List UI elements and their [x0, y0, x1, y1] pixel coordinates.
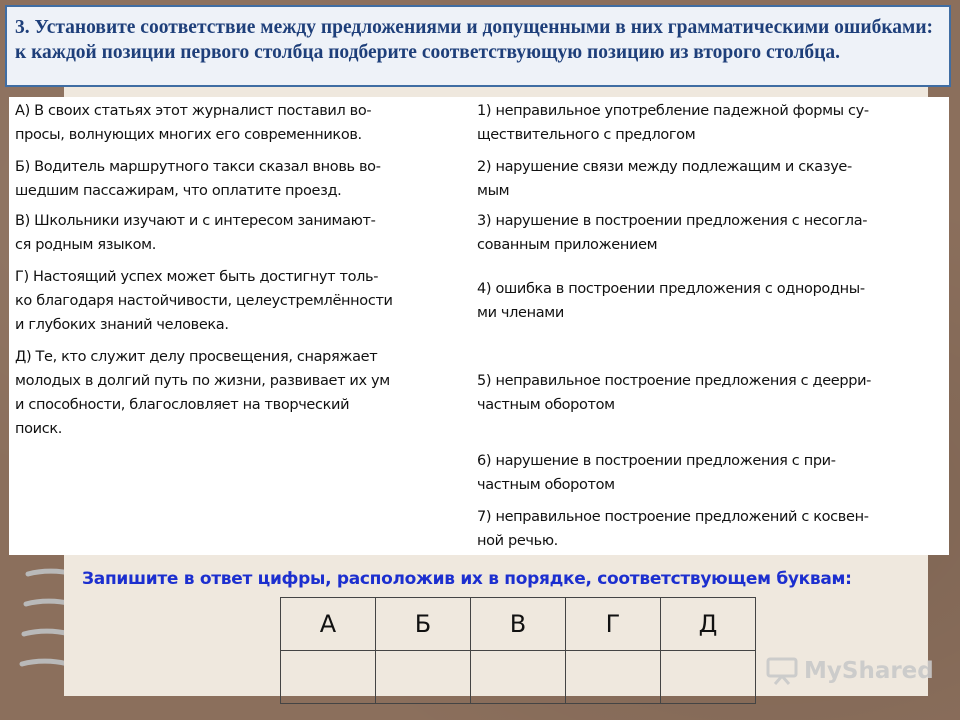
right-item-2-line: 2) нарушение связи между подлежащим и сказуе-	[477, 159, 852, 175]
answer-instruction: Запишите в ответ цифры, расположив их в порядке, соответствующем буквам:	[82, 569, 852, 589]
right-item-2	[477, 155, 852, 203]
right-item-1-line: 1) неправильное употребление падежной формы су-	[477, 103, 869, 119]
left-item-g	[15, 265, 393, 337]
answer-cell-d[interactable]	[661, 651, 756, 704]
answer-cell-a[interactable]	[281, 651, 376, 704]
left-item-d-line: Д) Те, кто служит делу просвещения, снаряжает	[15, 349, 378, 365]
left-item-v-line: В) Школьники изучают и с интересом занимают-	[15, 213, 376, 229]
answer-table	[280, 597, 756, 704]
right-item-7-line: ной речью.	[477, 533, 558, 549]
right-item-6-line: частным оборотом	[477, 477, 615, 493]
watermark	[766, 656, 934, 686]
right-item-4	[477, 277, 865, 325]
left-item-v-line: ся родным языком.	[15, 237, 156, 253]
answer-cell-v[interactable]	[471, 651, 566, 704]
left-item-d-line: поиск.	[15, 421, 63, 437]
left-item-g-line: Г) Настоящий успех может быть достигнут толь-	[15, 269, 379, 285]
answer-letters-row	[281, 598, 756, 651]
left-item-b	[15, 155, 381, 203]
right-item-7-line: 7) неправильное построение предложений с косвен-	[477, 509, 869, 525]
left-item-b-line: Б) Водитель маршрутного такси сказал вновь во-	[15, 159, 381, 175]
left-item-d-line: молодых в долгий путь по жизни, развивает их ум	[15, 373, 390, 389]
matching-table	[9, 97, 949, 555]
answer-cell-b[interactable]	[376, 651, 471, 704]
task-header	[5, 5, 951, 87]
right-item-6-line: 6) нарушение в построении предложения с при-	[477, 453, 836, 469]
right-item-6	[477, 449, 836, 497]
left-item-v	[15, 209, 376, 257]
presentation-icon	[766, 656, 798, 686]
left-item-b-line: шедшим пассажирам, что оплатите проезд.	[15, 183, 342, 199]
right-item-4-line: 4) ошибка в построении предложения с однородны-	[477, 281, 865, 297]
left-item-g-line: ко благодаря настойчивости, целеустремлённости	[15, 293, 393, 309]
answer-letter-d: Д	[661, 598, 756, 651]
answer-letter-a: А	[281, 598, 376, 651]
left-item-d	[15, 345, 390, 441]
answer-input-row	[281, 651, 756, 704]
right-item-5-line: 5) неправильное построение предложения с дееpри-	[477, 373, 872, 389]
right-item-3-line: 3) нарушение в построении предложения с несогла-	[477, 213, 868, 229]
right-item-4-line: ми членами	[477, 305, 564, 321]
right-item-1-line: ществительного с предлогом	[477, 127, 696, 143]
right-item-3-line: сованным приложением	[477, 237, 658, 253]
answer-letter-v: В	[471, 598, 566, 651]
left-item-a-line: А) В своих статьях этот журналист поставил во-	[15, 103, 372, 119]
left-item-g-line: и глубоких знаний человека.	[15, 317, 229, 333]
right-item-5	[477, 369, 871, 417]
answer-letter-g: Г	[566, 598, 661, 651]
right-item-2-line: мым	[477, 183, 510, 199]
right-item-5-line: частным оборотом	[477, 397, 615, 413]
task-header-text: 3. Установите соответствие между предложениями и допущенными в них грамматическими ошибками: к каждой позиции первого столбца подберите соответствующую позицию из второго столбца.	[15, 17, 934, 63]
right-item-1	[477, 99, 869, 147]
watermark-text: MyShared	[804, 658, 934, 684]
right-item-7	[477, 505, 869, 553]
left-item-a-line: просы, волнующих многих его современников.	[15, 127, 362, 143]
right-item-3	[477, 209, 867, 257]
answer-cell-g[interactable]	[566, 651, 661, 704]
left-item-d-line: и способности, благословляет на творческий	[15, 397, 350, 413]
left-item-a	[15, 99, 371, 147]
answer-letter-b: Б	[376, 598, 471, 651]
